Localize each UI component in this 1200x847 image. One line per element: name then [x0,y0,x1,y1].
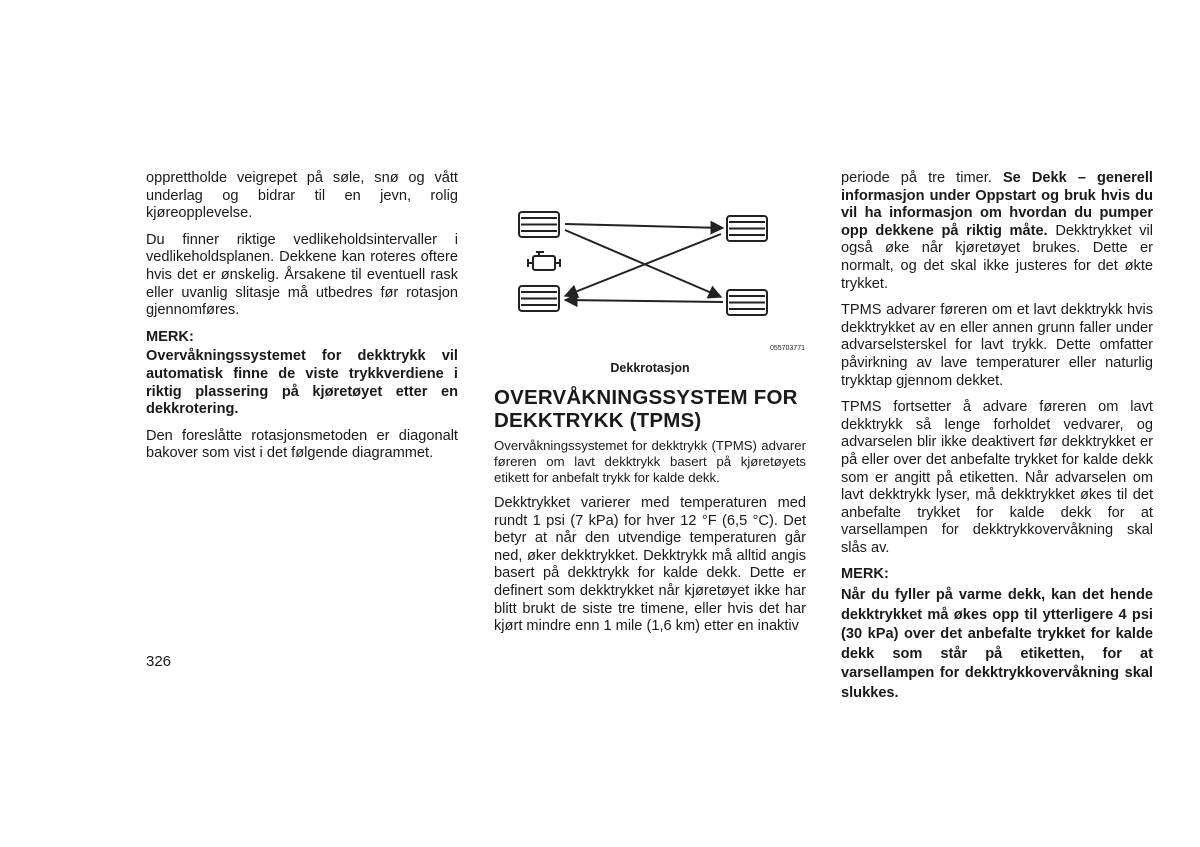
left-column [146,170,458,472]
text-span: Dekktrykket vil også øke når kjøretøyet brukes. Dette er normalt, og det skal ikke justeres for det økte trykket. [841,222,1153,292]
section-heading: OVERVÅKNINGSSYSTEM FOR DEKKTRYKK (TPMS) [494,386,798,432]
tire-rear-right [727,290,767,315]
paragraph: Dekktrykket varierer med temperaturen med rundt 1 psi (7 kPa) for hver 12 °F (6,5 °C). Det betyr at når den utvendige temperaturen går ned, øker dekktrykket. Dekktrykk må alltid angis basert på dekktrykk for kalde dekk. Dette er definert som dekktrykket når kjøretøyet ikke har blitt brukt de siste tre timene, eller hvis det har kjørt mindre enn 1 mile (1,6 km) etter en inaktiv [494,495,806,635]
paragraph [841,170,1153,293]
paragraph: TPMS fortsetter å advare føreren om lavt dekktrykk så lenge forholdet vedvarer, og advarselen blir ikke deaktivert før dekktrykket er på eller over det anbefalte trykket for kalde dekk som er angitt på etiketten. Når advarselen om lavt dekktrykk lyser, må dekktrykket økes til det anbefalte trykket for kalde dekk for at varsellampen for dekktrykkovervåkning skal slås av. [841,399,1153,556]
right-column [841,170,1153,712]
paragraph: Du finner riktige vedlikeholdsintervaller i vedlikeholdsplanen. Dekkene kan roteres oftere hvis det er ønskelig. Årsakene til eventuell rask eller uvanlig slitasje må utbedres før rotasjon gjennomføres. [146,231,458,319]
paragraph: opprettholde veigrepet på søle, snø og vått underlag og bidrar til en jevn, rolig kjøreopplevelse. [146,170,458,222]
diagram-code: 055703771 [769,345,805,352]
tire-front-right [727,216,767,241]
rotation-arrow-rear-left [565,300,723,302]
engine-icon [528,252,560,270]
note-label: MERK: [841,566,889,583]
paragraph: TPMS advarer føreren om et lavt dekktrykk hvis dekktrykket av en eller annen grunn faller under advarselsterskel for lavt trykk. Dette omfatter påvirkning av lave temperaturer eller naturlig trykktap gjennom dekket. [841,302,1153,389]
middle-column [494,438,806,645]
paragraph: Den foreslåtte rotasjonsmetoden er diagonalt bakover som vist i det følgende diagrammet. [146,427,458,462]
tire-rotation-diagram [513,206,809,354]
note-label: MERK: [146,328,194,345]
tire-rear-left [519,286,559,311]
text-span: periode på tre timer. [841,170,1003,186]
note-text: Overvåkningssystemet for dekktrykk vil automatisk finne de viste trykkverdiene i riktig plassering på kjøretøyet etter en dekkrotering. [146,348,458,418]
paragraph: Overvåkningssystemet for dekktrykk (TPMS) advarer føreren om lavt dekktrykk basert på kjøretøyets etikett for anbefalt trykk for kalde dekk. [494,438,806,485]
page-number: 326 [146,653,172,670]
cross-reference: Se Dekk – generell informasjon under Oppstart og bruk hvis du vil ha informasjon om hvordan du pumper opp dekkene på riktig måte. [841,170,1153,239]
diagram-caption: Dekkrotasjon [610,361,690,375]
rotation-arrow-front-right [565,224,723,228]
tire-front-left [519,212,559,237]
note-text: Når du fyller på varme dekk, kan det hende dekktrykket må økes opp til ytterligere 4 psi (30 kPa) over det anbefalte trykket for kalde dekk som står på etiketten, for at varsellampen for dekktrykkovervåkning skal slukkes. [841,587,1153,701]
